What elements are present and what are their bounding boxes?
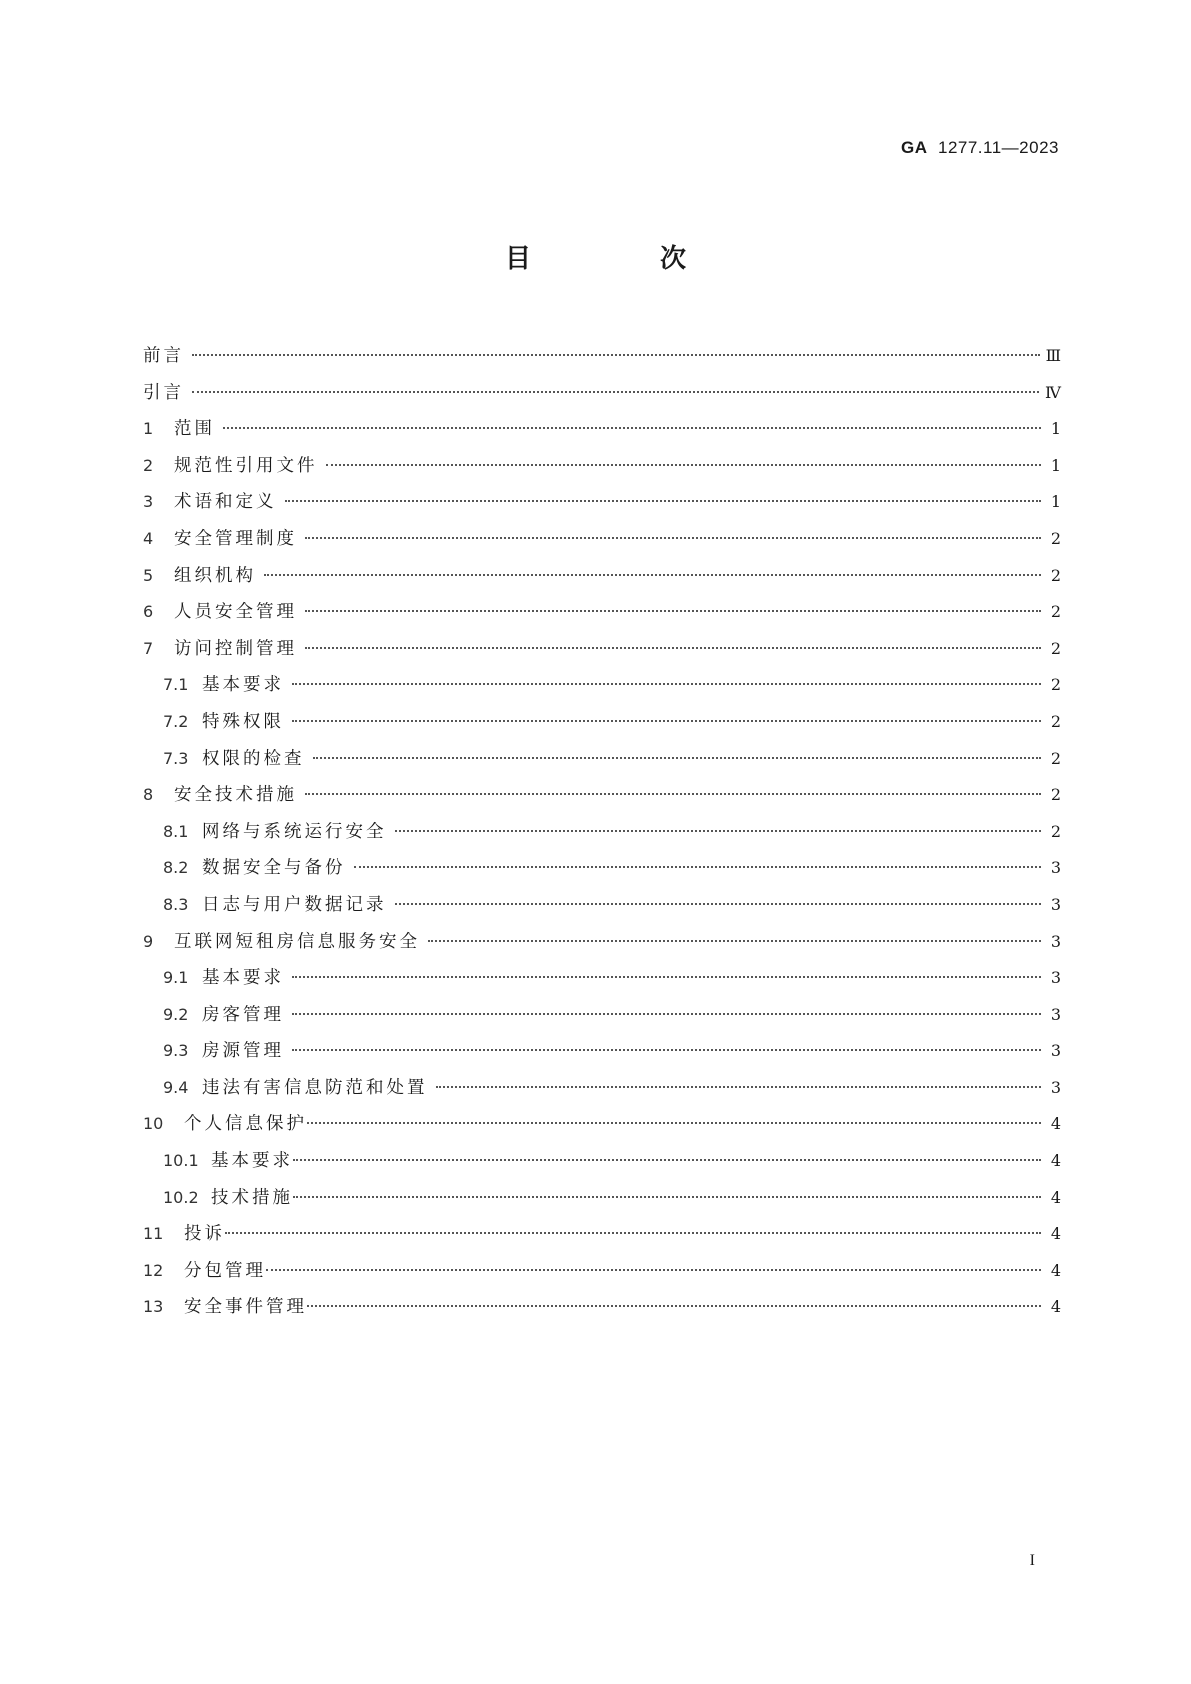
toc-entry-number: 10.1 <box>163 1151 199 1171</box>
toc-leader-dots <box>192 391 1039 393</box>
toc-entry-8-3[interactable] <box>143 887 1061 924</box>
toc-entry-page: 4 <box>1050 1260 1061 1280</box>
toc-entry-label: 安全技术措施 <box>174 785 297 806</box>
toc-entry-number: 4 <box>143 528 154 548</box>
toc-entry-page: 1 <box>1050 492 1061 512</box>
toc-entry-1[interactable] <box>143 411 1061 448</box>
toc-entry-number: 11 <box>143 1224 164 1244</box>
toc-leader-dots <box>266 1269 1041 1271</box>
toc-entry-4[interactable] <box>143 521 1061 558</box>
toc-entry-label: 人员安全管理 <box>174 602 297 623</box>
document-code-prefix: GA <box>901 138 928 157</box>
toc-leader-dots <box>305 537 1041 539</box>
toc-entry-page: 2 <box>1050 638 1061 658</box>
toc-entry-page: 2 <box>1050 675 1061 695</box>
toc-entry-9-4[interactable] <box>143 1070 1061 1107</box>
toc-entry-page: 2 <box>1050 748 1061 768</box>
document-code-number: 1277.11—2023 <box>937 138 1059 157</box>
toc-entry-label: 互联网短租房信息服务安全 <box>174 931 420 952</box>
toc-entry-7-1[interactable] <box>143 667 1061 704</box>
toc-entry-number: 8.1 <box>163 821 189 841</box>
toc-entry-page: 1 <box>1050 455 1061 475</box>
toc-entry-preface[interactable] <box>143 338 1061 375</box>
toc-leader-dots <box>307 1122 1041 1124</box>
toc-entry-label: 基本要求 <box>202 675 284 696</box>
toc-title: 目 次 <box>504 244 747 274</box>
toc-entry-number: 9.2 <box>163 1004 189 1024</box>
toc-entry-number: 9 <box>143 931 154 951</box>
toc-entry-8[interactable] <box>143 777 1061 814</box>
toc-entry-page: 3 <box>1050 894 1061 914</box>
toc-entry-label: 权限的检查 <box>202 748 305 769</box>
toc-entry-label: 分包管理 <box>184 1260 266 1281</box>
toc-entry-page: Ⅳ <box>1045 382 1061 402</box>
toc-entry-number: 3 <box>143 492 154 512</box>
toc-entry-9-1[interactable] <box>143 960 1061 997</box>
toc-entry-page: 3 <box>1050 1041 1061 1061</box>
toc-entry-number: 7.3 <box>163 748 189 768</box>
toc-entry-label: 特殊权限 <box>202 711 284 732</box>
toc-entry-number: 13 <box>143 1297 164 1317</box>
toc-entry-12[interactable] <box>143 1253 1061 1290</box>
toc-entry-page: 4 <box>1050 1114 1061 1134</box>
toc-entry-number: 8.2 <box>163 858 189 878</box>
toc-entry-3[interactable] <box>143 484 1061 521</box>
toc-leader-dots <box>305 647 1041 649</box>
toc-entry-label: 数据安全与备份 <box>202 858 346 879</box>
toc-leader-dots <box>292 720 1041 722</box>
toc-entry-8-2[interactable] <box>143 850 1061 887</box>
toc-entry-introduction[interactable] <box>143 375 1061 412</box>
toc-leader-dots <box>225 1232 1041 1234</box>
toc-leader-dots <box>292 1049 1041 1051</box>
toc-leader-dots <box>313 757 1042 759</box>
toc-leader-dots <box>436 1086 1042 1088</box>
toc-entry-label: 访问控制管理 <box>174 638 297 659</box>
toc-leader-dots <box>305 793 1041 795</box>
toc-entry-number: 10.2 <box>163 1187 199 1207</box>
toc-entry-10-2[interactable] <box>143 1180 1061 1217</box>
toc-entry-label: 投诉 <box>184 1224 225 1245</box>
toc-entry-number: 9.3 <box>163 1041 189 1061</box>
toc-entry-page: 3 <box>1050 858 1061 878</box>
toc-entry-label: 基本要求 <box>211 1151 293 1172</box>
page-number: I <box>1029 1552 1035 1569</box>
toc-leader-dots <box>395 903 1042 905</box>
toc-entry-page: 2 <box>1050 602 1061 622</box>
toc-leader-dots <box>292 683 1041 685</box>
toc-entry-9-3[interactable] <box>143 1033 1061 1070</box>
toc-entry-label: 安全事件管理 <box>184 1297 307 1318</box>
toc-entry-number: 1 <box>143 419 154 439</box>
toc-entry-8-1[interactable] <box>143 814 1061 851</box>
toc-entry-label: 术语和定义 <box>174 492 277 513</box>
toc-entry-number: 2 <box>143 455 154 475</box>
toc-entry-10-1[interactable] <box>143 1143 1061 1180</box>
toc-entry-number: 9.4 <box>163 1077 189 1097</box>
toc-entry-number: 10 <box>143 1114 164 1134</box>
toc-leader-dots <box>305 610 1041 612</box>
toc-entry-label: 组织机构 <box>174 565 256 586</box>
toc-entry-6[interactable] <box>143 594 1061 631</box>
toc-entry-page: 2 <box>1050 785 1061 805</box>
toc-entry-9-2[interactable] <box>143 997 1061 1034</box>
toc-entry-number: 6 <box>143 602 154 622</box>
toc-entry-page: 1 <box>1050 419 1061 439</box>
toc-entry-label: 基本要求 <box>202 968 284 989</box>
toc-leader-dots <box>326 464 1042 466</box>
toc-entry-9[interactable] <box>143 924 1061 961</box>
toc-entry-13[interactable] <box>143 1289 1061 1326</box>
toc-leader-dots <box>192 354 1040 356</box>
toc-entry-number: 8 <box>143 785 154 805</box>
toc-entry-label: 房源管理 <box>202 1041 284 1062</box>
toc-entry-page: 4 <box>1050 1187 1061 1207</box>
toc-entry-11[interactable] <box>143 1216 1061 1253</box>
toc-leader-dots <box>223 427 1041 429</box>
toc-entry-label: 房客管理 <box>202 1004 284 1025</box>
toc-entry-label: 前言 <box>143 346 184 366</box>
toc-entry-10[interactable] <box>143 1106 1061 1143</box>
toc-entry-number: 7 <box>143 638 154 658</box>
toc-leader-dots <box>354 866 1042 868</box>
toc-entry-label: 技术措施 <box>211 1187 293 1208</box>
table-of-contents <box>143 338 1061 1326</box>
toc-leader-dots <box>395 830 1042 832</box>
toc-entry-number: 12 <box>143 1260 164 1280</box>
toc-entry-page: 2 <box>1050 528 1061 548</box>
toc-entry-page: 3 <box>1050 968 1061 988</box>
toc-entry-page: 4 <box>1050 1224 1061 1244</box>
toc-leader-dots <box>292 976 1041 978</box>
toc-leader-dots <box>428 940 1041 942</box>
toc-entry-label: 违法有害信息防范和处置 <box>202 1077 428 1098</box>
toc-entry-label: 安全管理制度 <box>174 528 297 549</box>
toc-entry-number: 9.1 <box>163 968 189 988</box>
toc-entry-page: 3 <box>1050 1004 1061 1024</box>
toc-entry-label: 规范性引用文件 <box>174 455 318 476</box>
toc-entry-number: 5 <box>143 565 154 585</box>
toc-entry-page: 3 <box>1050 931 1061 951</box>
toc-entry-number: 7.2 <box>163 711 189 731</box>
toc-leader-dots <box>293 1196 1041 1198</box>
toc-entry-label: 网络与系统运行安全 <box>202 821 387 842</box>
toc-entry-page: 2 <box>1050 711 1061 731</box>
toc-leader-dots <box>285 500 1042 502</box>
toc-entry-number: 8.3 <box>163 894 189 914</box>
toc-entry-page: 3 <box>1050 1077 1061 1097</box>
toc-entry-5[interactable] <box>143 558 1061 595</box>
toc-entry-label: 引言 <box>143 382 184 403</box>
toc-leader-dots <box>307 1305 1041 1307</box>
toc-entry-7-3[interactable] <box>143 741 1061 778</box>
toc-entry-7-2[interactable] <box>143 704 1061 741</box>
toc-entry-page: 4 <box>1050 1151 1061 1171</box>
toc-leader-dots <box>293 1159 1041 1161</box>
toc-entry-label: 日志与用户数据记录 <box>202 894 387 915</box>
toc-entry-2[interactable] <box>143 448 1061 485</box>
toc-entry-page: 2 <box>1050 565 1061 585</box>
document-code <box>901 138 1059 158</box>
toc-entry-7[interactable] <box>143 631 1061 668</box>
toc-leader-dots <box>264 574 1041 576</box>
toc-entry-page: 2 <box>1050 821 1061 841</box>
toc-leader-dots <box>292 1013 1041 1015</box>
toc-entry-label: 个人信息保护 <box>184 1114 307 1135</box>
toc-entry-number: 7.1 <box>163 675 189 695</box>
toc-entry-label: 范围 <box>174 419 215 440</box>
toc-entry-page: Ⅲ <box>1045 346 1061 365</box>
toc-entry-page: 4 <box>1050 1297 1061 1317</box>
